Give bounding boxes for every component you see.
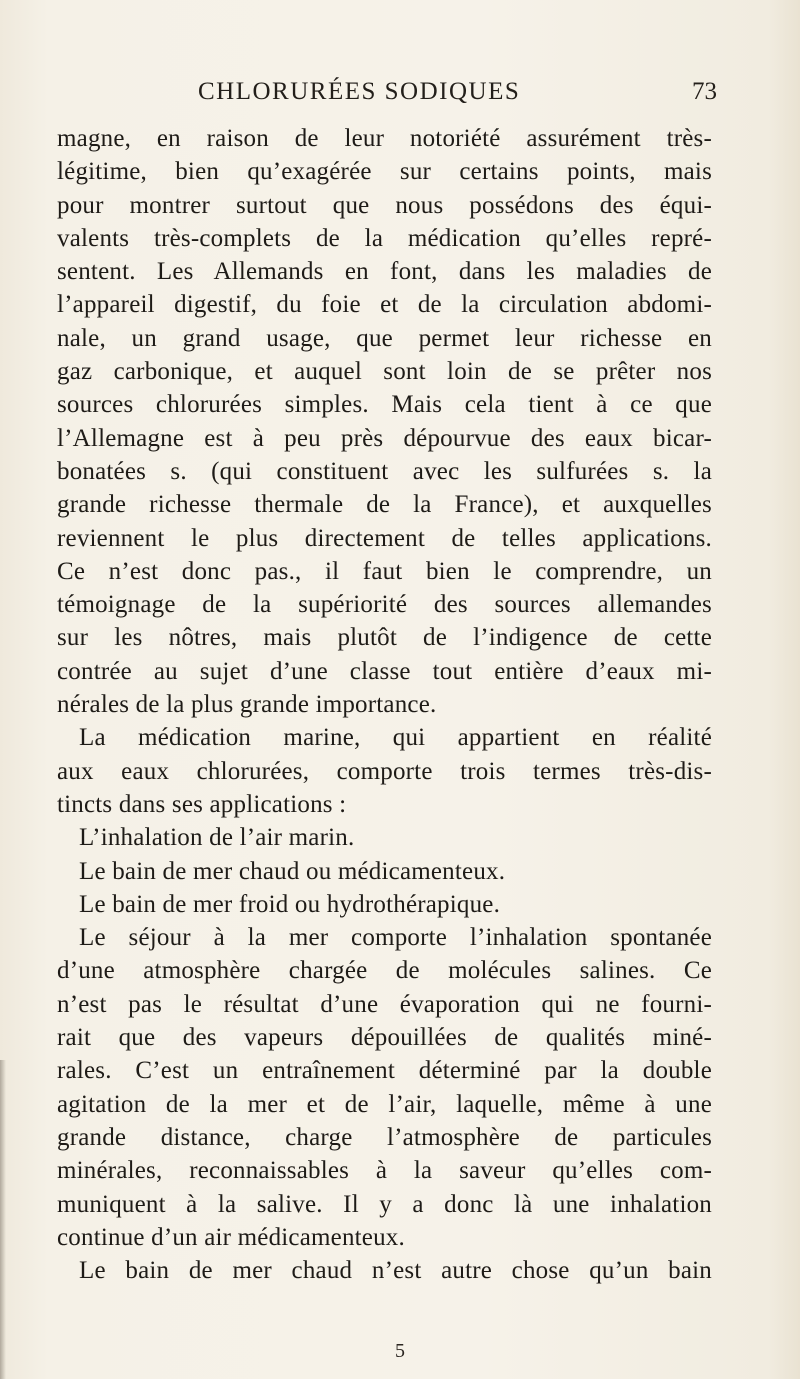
text-line: contrée au sujet d’une classe tout entière d’eaux mi-	[57, 657, 712, 685]
text-line: reviennent le plus directement de telles applications.	[57, 524, 712, 552]
page-edge-shadow	[0, 1060, 6, 1379]
text-line: Le bain de mer chaud ou médicamenteux.	[79, 857, 506, 885]
text-line: grande richesse thermale de la France), et auxquelles	[57, 491, 712, 519]
text-line: légitime, bien qu’exagérée sur certains points, mais	[57, 158, 712, 186]
text-line: l’Allemagne est à peu près dépourvue des eaux bicar-	[57, 424, 712, 452]
text-line: gaz carbonique, et auquel sont loin de se prêter nos	[57, 358, 712, 386]
text-line: continue d’un air médicamenteux.	[57, 1223, 405, 1251]
text-line: Le bain de mer chaud n’est autre chose qu’un bain	[79, 1257, 712, 1285]
page-number: 73	[692, 78, 717, 105]
text-line: La médication marine, qui appartient en réalité	[79, 724, 712, 752]
text-line: bonatées s. (qui constituent avec les sulfurées s. la	[57, 457, 712, 485]
text-line: pour montrer surtout que nous possédons des équi-	[57, 191, 712, 219]
text-line: tincts dans ses applications :	[57, 790, 347, 818]
text-line: minérales, reconnaissables à la saveur qu’elles com-	[57, 1157, 712, 1185]
text-line: muniquent à la salive. Il y a donc là une inhalation	[57, 1190, 712, 1218]
text-line: d’une atmosphère chargée de molécules salines. Ce	[57, 957, 712, 985]
body-text	[57, 122, 712, 1287]
text-line: sur les nôtres, mais plutôt de l’indigence de cette	[57, 624, 712, 652]
text-line: Le bain de mer froid ou hydrothérapique.	[79, 890, 501, 918]
text-line: L’inhalation de l’air marin.	[79, 824, 355, 852]
text-line: rait que des vapeurs dépouillées de qualités miné-	[57, 1024, 712, 1052]
text-line: aux eaux chlorurées, comporte trois termes très-dis-	[57, 757, 712, 785]
signature-mark: 5	[395, 1340, 405, 1362]
text-line: n’est pas le résultat d’une évaporation qui ne fourni-	[57, 990, 712, 1018]
text-line: rales. C’est un entraînement déterminé par la double	[57, 1057, 712, 1085]
text-line: sources chlorurées simples. Mais cela tient à ce que	[57, 391, 712, 419]
text-line: témoignage de la supériorité des sources allemandes	[57, 591, 712, 619]
text-line: nale, un grand usage, que permet leur richesse en	[57, 324, 712, 352]
text-line: Ce n’est donc pas., il faut bien le comprendre, un	[57, 557, 712, 585]
text-line: sentent. Les Allemands en font, dans les maladies de	[57, 258, 712, 286]
text-line: magne, en raison de leur notoriété assurément très-	[57, 125, 712, 152]
page-header	[0, 78, 800, 114]
text-line: agitation de la mer et de l’air, laquelle, même à une	[57, 1090, 712, 1118]
text-line: nérales de la plus grande importance.	[57, 691, 437, 719]
running-title: CHLORURÉES SODIQUES	[198, 78, 521, 105]
text-line: grande distance, charge l’atmosphère de particules	[57, 1123, 712, 1151]
text-line: Le séjour à la mer comporte l’inhalation spontanée	[79, 924, 712, 952]
text-line: l’appareil digestif, du foie et de la circulation abdomi-	[57, 291, 712, 319]
text-line: valents très-complets de la médication qu’elles repré-	[57, 224, 712, 252]
